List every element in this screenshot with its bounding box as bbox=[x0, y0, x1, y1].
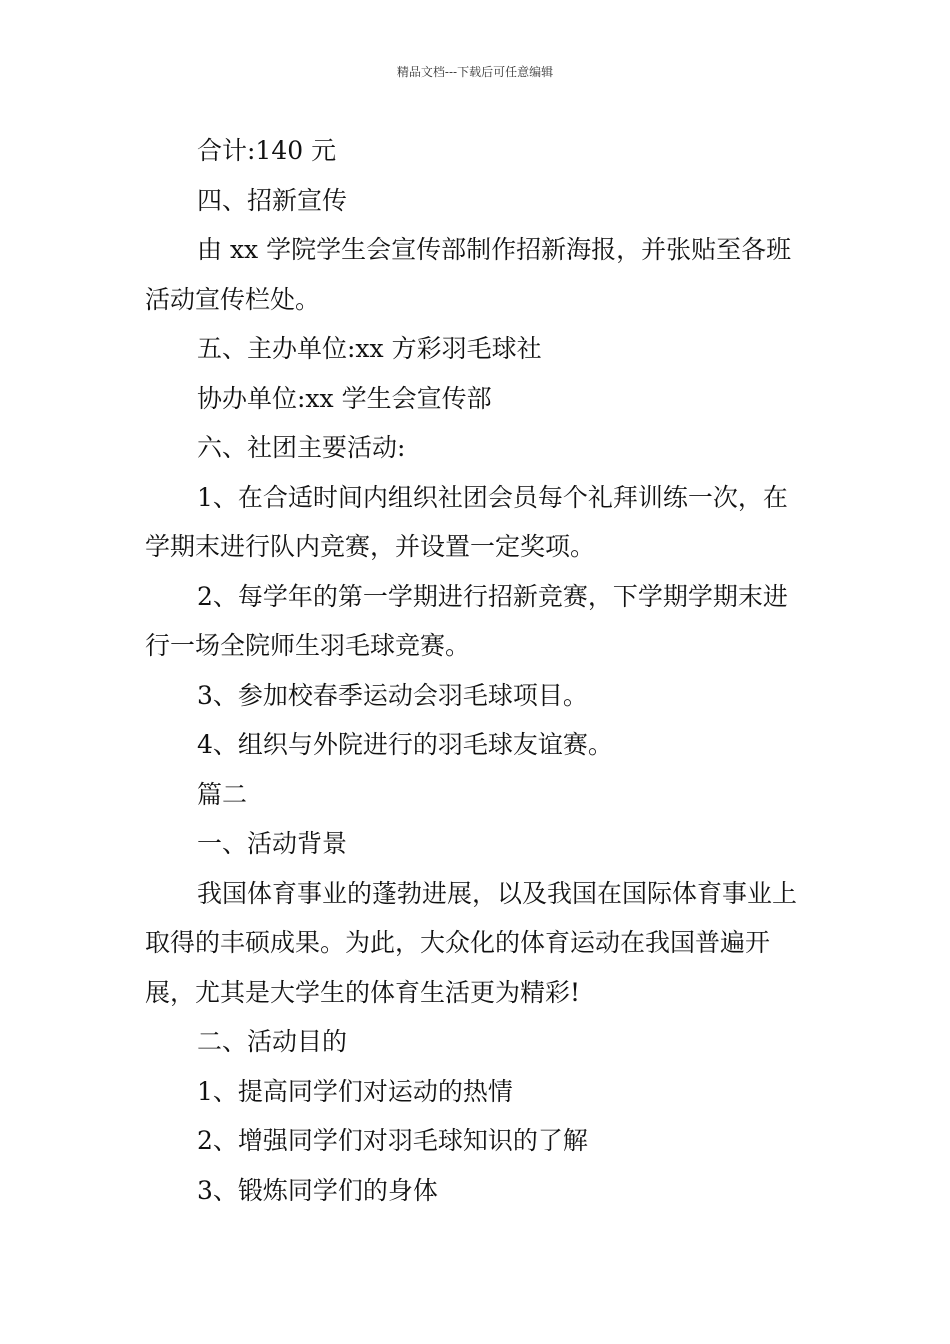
list-item: 1、提高同学们对运动的热情 bbox=[197, 1076, 513, 1106]
paragraph-background: 我国体育事业的蓬勃进展，以及我国在国际体育事业上取得的丰硕成果。为此，大众化的体育运动在我国普遍开展，尤其是大学生的体育生活更为精彩! bbox=[145, 878, 798, 1007]
section-heading-background: 一、活动背景 bbox=[197, 829, 348, 858]
list-item: 3、参加校春季运动会羽毛球项目。 bbox=[197, 680, 588, 710]
chapter-heading: 篇二 bbox=[197, 779, 248, 809]
list-item: 3、锻炼同学们的身体 bbox=[197, 1175, 438, 1205]
section-heading-activities: 六、社团主要活动: bbox=[197, 433, 406, 462]
section-heading-organizer: 五、主办单位:xx 方彩羽毛球社 bbox=[197, 334, 542, 363]
document-body bbox=[145, 126, 809, 1215]
section-heading-recruitment: 四、招新宣传 bbox=[197, 185, 348, 215]
co-organizer-line: 协办单位:xx 学生会宣传部 bbox=[197, 383, 492, 413]
page-header: 精品文档---下载后可任意编辑 bbox=[396, 65, 554, 79]
paragraph-recruitment: 由 xx 学院学生会宣传部制作招新海报，并张贴至各班活动宣传栏处。 bbox=[145, 235, 792, 314]
section-heading-purpose: 二、活动目的 bbox=[197, 1027, 348, 1056]
list-item: 2、每学年的第一学期进行招新竞赛，下学期学期末进行一场全院师生羽毛球竞赛。 bbox=[145, 581, 788, 660]
list-item: 4、组织与外院进行的羽毛球友谊赛。 bbox=[197, 730, 613, 759]
list-item: 1、在合适时间内组织社团会员每个礼拜训练一次，在学期末进行队内竞赛，并设置一定奖项。 bbox=[145, 482, 788, 561]
list-item: 2、增强同学们对羽毛球知识的了解 bbox=[197, 1126, 588, 1155]
total-line: 合计:140 元 bbox=[197, 136, 337, 165]
